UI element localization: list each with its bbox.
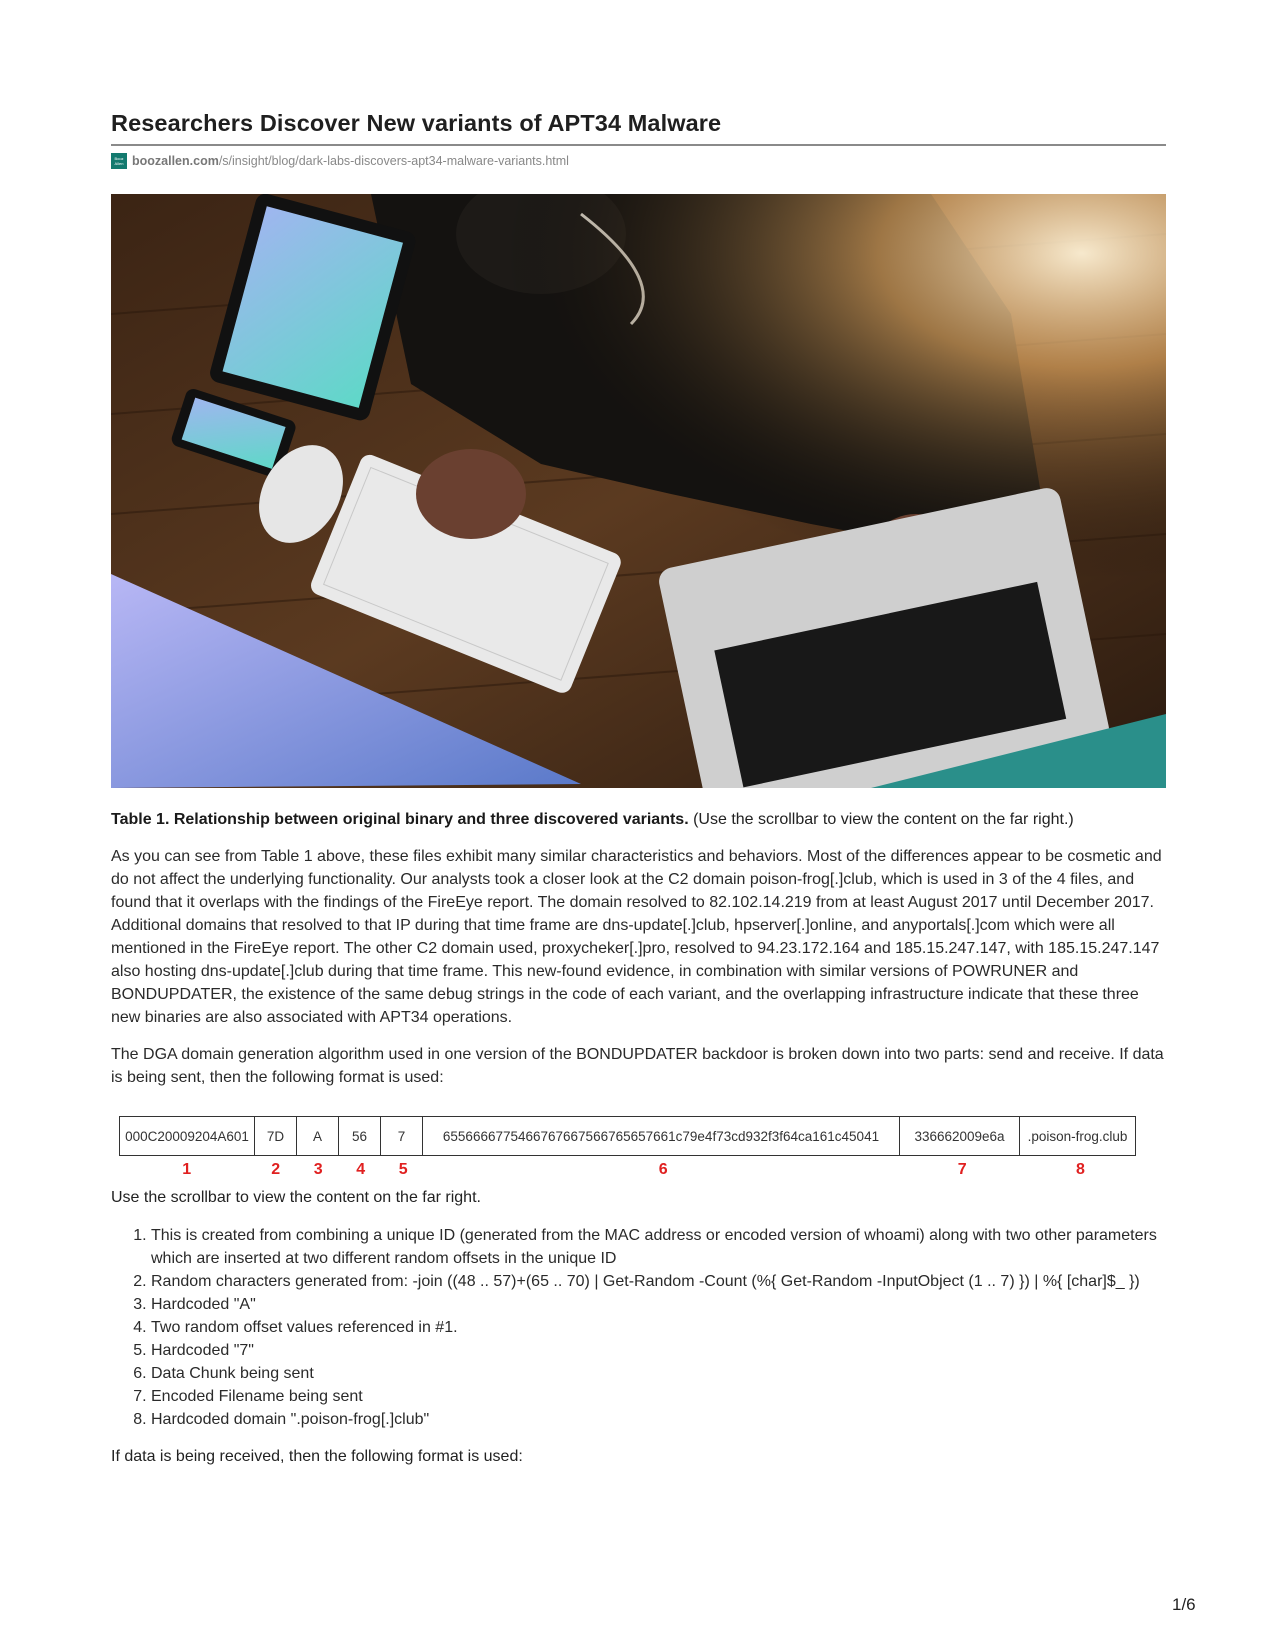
format-cell-5: 7 [381,1117,423,1155]
source-link[interactable] [132,154,569,168]
format-cell-2: 7D [255,1117,297,1155]
source-line [111,153,1166,169]
format-number-1: 1 [182,1161,192,1178]
format-cell-7: 336662009e6a [900,1117,1020,1155]
format-number-6: 6 [658,1161,668,1178]
article-title: Researchers Discover New variants of APT34 Malware [111,110,1166,146]
hacker-workspace-photo-icon [111,194,1166,788]
format-numbers [119,1161,1139,1179]
scroll-note: Use the scrollbar to view the content on the far right. [111,1189,481,1206]
list-item: 2. Random characters generated from: -join ((48 .. 57)+(65 .. 70) | Get-Random -Count (%{ Get-Random -InputObject (1 .. 7) }) | %{ [char]$_ }) [151,1270,1166,1293]
paragraph-dga: The DGA domain generation algorithm used in one version of the BONDUPDATER backdoor is broken down into two parts: send and receive. If data is being sent, then the following format is used: [111,1046,1164,1086]
format-cell-6: 6556666775466767667566765657661c79e4f73cd932f3f64ca161c45041 [423,1117,900,1155]
send-format-diagram [111,1116,1166,1186]
paragraph-receive: If data is being received, then the following format is used: [111,1448,523,1465]
format-number-4: 4 [356,1161,366,1178]
format-number-3: 3 [313,1161,323,1178]
hero-image [111,194,1166,788]
boozallen-logo-icon: Booz Allen [111,153,127,169]
list-item: 1. This is created from combining a unique ID (generated from the MAC address or encoded version of whoami) along with two other parameters which are inserted at two different random offsets in the unique ID [151,1224,1166,1270]
format-cell-1: 000C20009204A601 [120,1117,255,1155]
list-item: 5. Hardcoded "7" [151,1339,1166,1362]
page-number: 1/6 [1172,1595,1196,1614]
format-number-2: 2 [271,1161,281,1178]
document-page [111,110,1166,1484]
format-cell-4: 56 [339,1117,381,1155]
format-cell-8: .poison-frog.club [1027,1128,1128,1144]
list-item: 4. Two random offset values referenced in #1. [151,1316,1166,1339]
source-domain: boozallen.com [132,154,219,168]
source-path: /s/insight/blog/dark-labs-discovers-apt34-malware-variants.html [218,154,569,168]
list-item: 7. Encoded Filename being sent [151,1385,1166,1408]
format-number-8: 8 [1076,1161,1085,1178]
format-number-7: 7 [957,1161,967,1178]
list-item: 6. Data Chunk being sent [151,1362,1166,1385]
list-item: 3. Hardcoded "A" [151,1293,1166,1316]
format-number-5: 5 [398,1161,408,1178]
table-caption: Table 1. Relationship between original binary and three discovered variants. (Use the scrollbar to view the content on the far right.) [111,811,1074,828]
list-item: 8. Hardcoded domain ".poison-frog[.]club" [151,1408,1166,1431]
format-explanation-list [111,1224,1166,1431]
format-row [119,1116,1136,1156]
paragraph-analysis: As you can see from Table 1 above, these files exhibit many similar characteristics and behaviors. Most of the differences appear to be cosmetic and do not affect the underlying functionality. Our analysts took a closer look at the C2 domain poison-frog[.]club, which is used in 3 of the 4 files, and found that it overlaps with the findings of the FireEye report. The domain resolved to 82.102.14.219 from at least August 2017 until December 2017. Additional domains that resolved to that IP during that time frame are dns-update[.]club, hpserver[.]online, and anyportals[.]com which were all mentioned in the FireEye report. The other C2 domain used, proxycheker[.]pro, resolved to 94.23.172.164 and 185.15.247.147, with 185.15.247.147 also hosting dns-update[.]club during that time frame. This new-found evidence, in combination with similar versions of POWRUNER and BONDUPDATER, the existence of the same debug strings in the code of each variant, and the overlapping infrastructure indicate that these three new binaries are also associated with APT34 operations. [111,848,1162,1026]
format-cell-3: A [297,1117,339,1155]
